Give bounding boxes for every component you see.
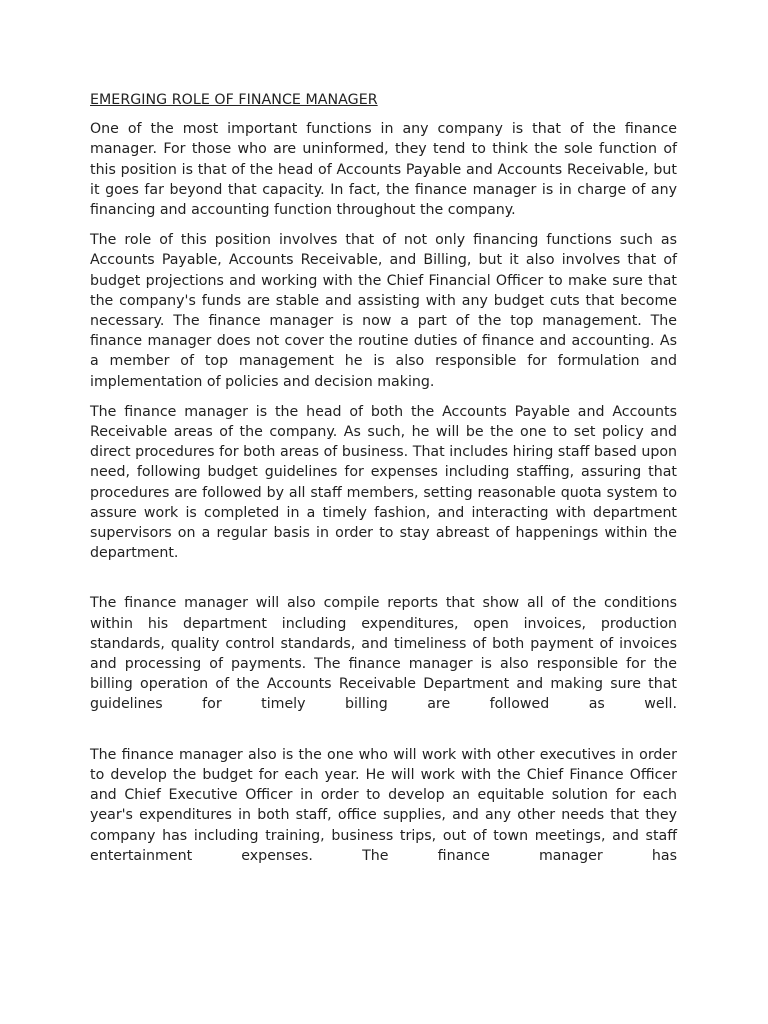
paragraph-1: One of the most important functions in any company is that of the finance manager. For those who are uninformed, they tend to think the sole function of this position is that of the head of Accounts Payable and Accounts Receivable, but it goes far beyond that capacity. In fact, the finance manager is in charge of any financing and accounting function throughout the company. <box>90 121 677 219</box>
document-title: EMERGING ROLE OF FINANCE MANAGER <box>90 92 378 108</box>
paragraph-4: The finance manager will also compile reports that show all of the conditions within his department including expenditures, open invoices, production standards, quality control standards, and timeliness of both payment of invoices and processing of payments. The finance manager is also responsible for the billing operation of the Accounts Receivable Department and making sure that guidelines for timely billing are followed as well. <box>90 595 677 713</box>
paragraph-2: The role of this position involves that of not only financing functions such as Accounts Payable, Accounts Receivable, and Billing, but it also involves that of budget projections and working with the Chief Financial Officer to make sure that the company's funds are stable and assisting with any budget cuts that become necessary. The finance manager is now a part of the top management. The finance manager does not cover the routine duties of finance and accounting. As a member of top management he is also responsible for formulation and implementation of policies and decision making. <box>90 232 677 390</box>
paragraph-3: The finance manager is the head of both the Accounts Payable and Accounts Receivable areas of the company. As such, he will be the one to set policy and direct procedures for both areas of business. That includes hiring staff based upon need, following budget guidelines for expenses including staffing, assuring that procedures are followed by all staff members, setting reasonable quota system to assure work is completed in a timely fashion, and interacting with department supervisors on a regular basis in order to stay abreast of happenings within the department. <box>90 403 677 562</box>
paragraph-5: The finance manager also is the one who will work with other executives in order to develop the budget for each year. He will work with the Chief Finance Officer and Chief Executive Officer in order to develop an equitable solution for each year's expenditures in both staff, office supplies, and any other needs that they company has including training, business trips, out of town meetings, and staff entertainment expenses. The finance manager has <box>90 746 677 864</box>
document-page <box>90 90 677 876</box>
